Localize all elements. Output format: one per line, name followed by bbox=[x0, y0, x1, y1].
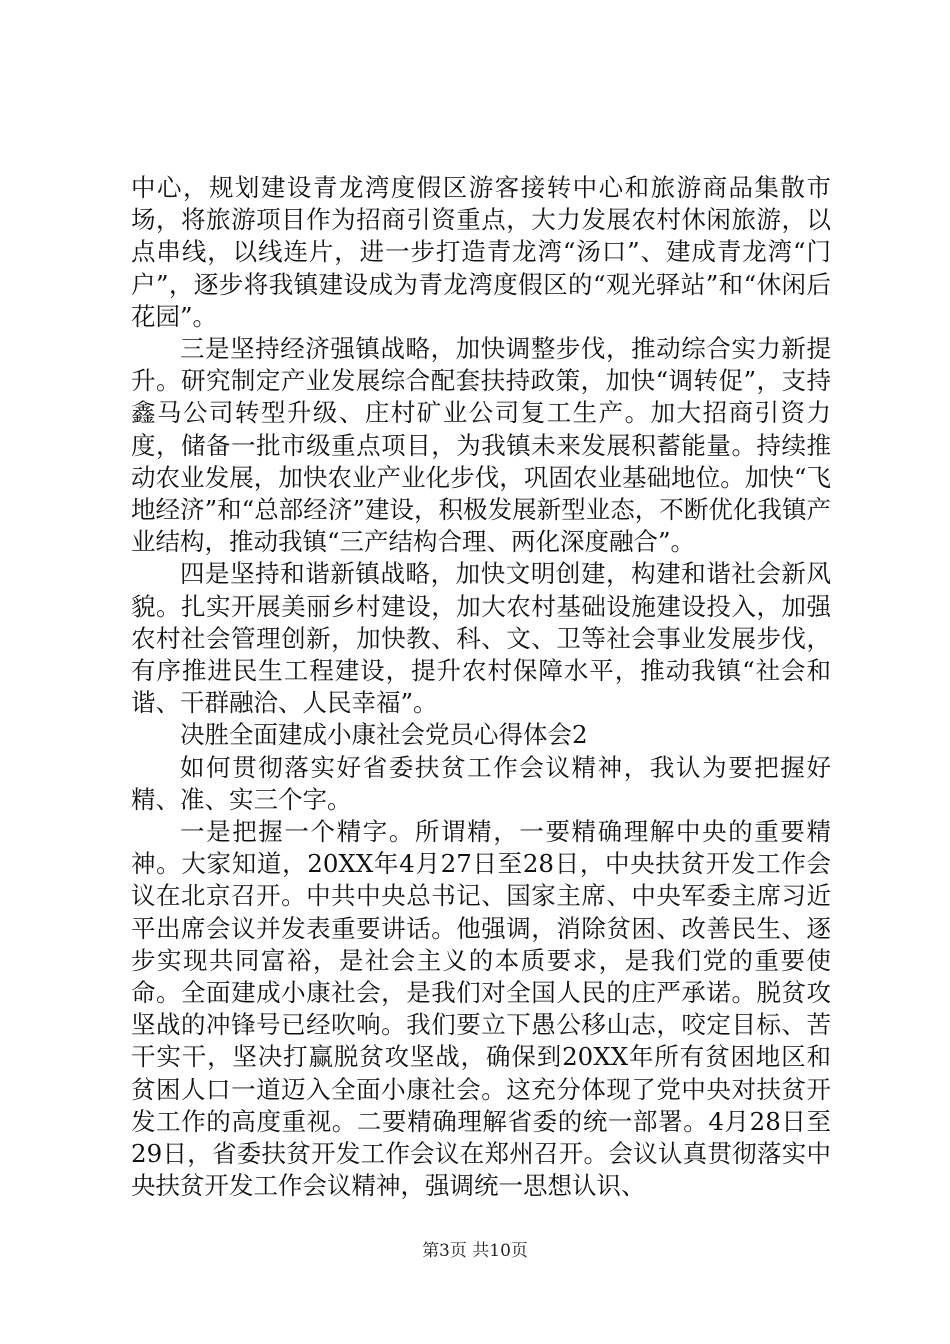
page-number-footer: 第3页 共10页 bbox=[422, 1241, 528, 1261]
document-body bbox=[131, 172, 831, 1203]
section-heading: 决胜全面建成小康社会党员心得体会2 bbox=[180, 720, 588, 750]
paragraph-economy-strategy: 三是坚持经济强镇战略，加快调整步伐，推动综合实力新提升。研究制定产业发展综合配套扶持政策，加快“调转促”，支持鑫马公司转型升级、庄村矿业公司复工生产。加大招商引资力度，储备一批市级重点项目，为我镇未来发展积蓄能量。持续推动农业发展，加快农业产业化步伐，巩固农业基础地位。加快“飞地经济”和“总部经济”建设，积极发展新型业态，不断优化我镇产业结构，推动我镇“三产结构合理、两化深度融合”。 bbox=[131, 334, 831, 557]
paragraph-tourism-continued: 中心，规划建设青龙湾度假区游客接转中心和旅游商品集散市场，将旅游项目作为招商引资重点，大力发展农村休闲旅游，以点串线，以线连片，进一步打造青龙湾“汤口”、建成青龙湾“门户”，逐步将我镇建设成为青龙湾度假区的“观光驿站”和“休闲后花园”。 bbox=[131, 173, 831, 331]
paragraph-precision: 一是把握一个精字。所谓精，一要精确理解中央的重要精神。大家知道，20XX年4月27日至28日，中央扶贫开发工作会议在北京召开。中共中央总书记、国家主席、中央军委主席习近平出席会议并发表重要讲话。他强调，消除贫困、改善民生、逐步实现共同富裕，是社会主义的本质要求，是我们党的重要使命。全面建成小康社会，是我们对全国人民的庄严承诺。脱贫攻坚战的冲锋号已经吹响。我们要立下愚公移山志，咬定目标、苦干实干，坚决打赢脱贫攻坚战，确保到20XX年所有贫困地区和贫困人口一道迈入全面小康社会。这充分体现了党中央对扶贫开发工作的高度重视。二要精确理解省委的统一部署。4月28日至29日，省委扶贫开发工作会议在郑州召开。会议认真贯彻落实中央扶贫开发工作会议精神，强调统一思想认识、 bbox=[131, 817, 831, 1201]
paragraph-harmony-strategy: 四是坚持和谐新镇战略，加快文明创建，构建和谐社会新风貌。扎实开展美丽乡村建设，加大农村基础设施建设投入，加强农村社会管理创新，加快教、科、文、卫等社会事业发展步伐，有序推进民生工程建设，提升农村保障水平，推动我镇“社会和谐、干群融洽、人民幸福”。 bbox=[131, 559, 831, 718]
paragraph-intro-question: 如何贯彻落实好省委扶贫工作会议精神，我认为要把握好精、准、实三个字。 bbox=[131, 752, 831, 814]
